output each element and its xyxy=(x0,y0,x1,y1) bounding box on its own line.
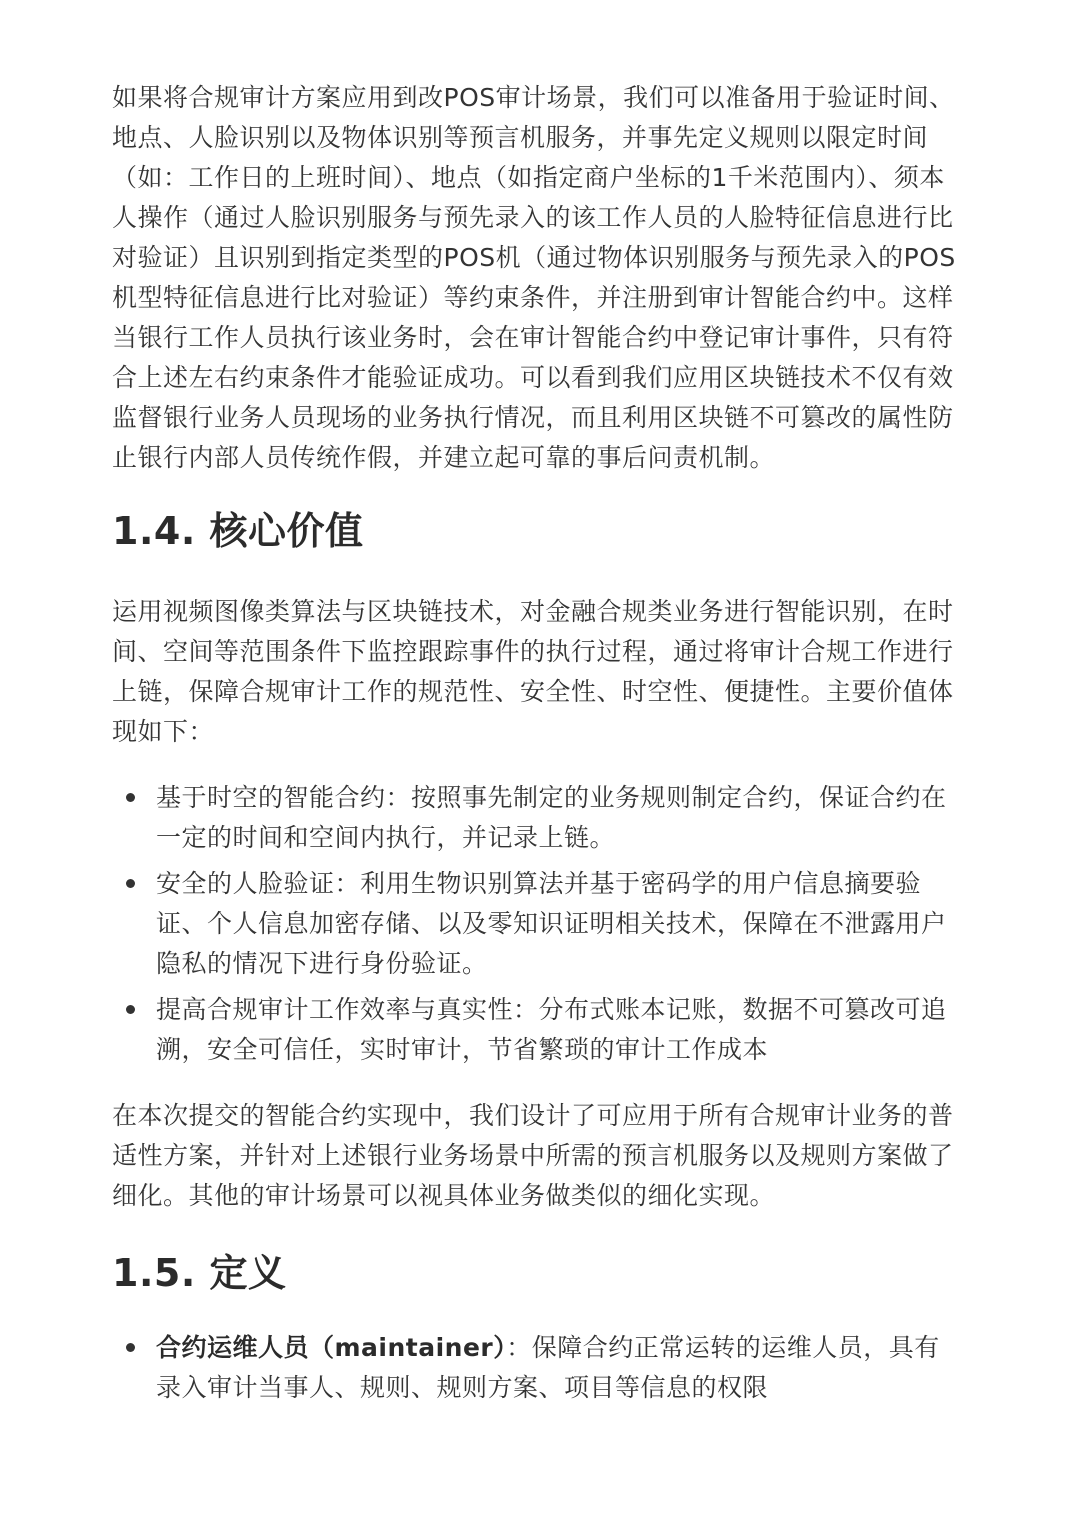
list-item xyxy=(112,778,962,858)
document-page xyxy=(112,78,962,1434)
paragraph-pos-audit-scenario: 如果将合规审计方案应用到改POS审计场景，我们可以准备用于验证时间、地点、人脸识别以及物体识别等预言机服务，并事先定义规则以限定时间（如：工作日的上班时间）、地点（如指定商户坐标的1千米范围内）、须本人操作（通过人脸识别服务与预先录入的该工作人员的人脸特征信息进行比对验证）且识别到指定类型的POS机（通过物体识别服务与预先录入的POS机型特征信息进行比对验证）等约束条件，并注册到审计智能合约中。这样当银行工作人员执行该业务时，会在审计智能合约中登记审计事件，只有符合上述左右约束条件才能验证成功。可以看到我们应用区块链技术不仅有效监督银行业务人员现场的业务执行情况，而且利用区块链不可篡改的属性防止银行内部人员传统作假，并建立起可靠的事后问责机制。 xyxy=(112,83,956,472)
list-item-text: 安全的人脸验证：利用生物识别算法并基于密码学的用户信息摘要验证、个人信息加密存储、以及零知识证明相关技术，保障在不泄露用户隐私的情况下进行身份验证。 xyxy=(156,869,947,978)
definitions-list xyxy=(112,1328,962,1408)
bullet-icon xyxy=(126,793,135,802)
list-item xyxy=(112,990,962,1070)
bullet-icon xyxy=(126,1005,135,1014)
section-heading-definitions: 1.5. 定义 xyxy=(112,1251,287,1295)
paragraph-implementation-note: 在本次提交的智能合约实现中，我们设计了可应用于所有合规审计业务的普适性方案，并针对上述银行业务场景中所需的预言机服务以及规则方案做了细化。其他的审计场景可以视具体业务做类似的细化实现。 xyxy=(112,1101,954,1210)
list-item-text: 提高合规审计工作效率与真实性：分布式账本记账，数据不可篡改可追溯，安全可信任，实时审计，节省繁琐的审计工作成本 xyxy=(156,995,947,1064)
list-item-text: 基于时空的智能合约：按照事先制定的业务规则制定合约，保证合约在一定的时间和空间内执行，并记录上链。 xyxy=(156,783,947,852)
bullet-icon xyxy=(126,879,135,888)
list-item xyxy=(112,864,962,984)
core-value-list xyxy=(112,778,962,1070)
definition-term: 合约运维人员（maintainer） xyxy=(156,1333,507,1362)
paragraph-core-value-intro: 运用视频图像类算法与区块链技术，对金融合规类业务进行智能识别，在时间、空间等范围条件下监控跟踪事件的执行过程，通过将审计合规工作进行上链，保障合规审计工作的规范性、安全性、时空性、便捷性。主要价值体现如下： xyxy=(112,597,954,746)
definition-description: ：保障合约正常运转的运维人员，具有录入审计当事人、规则、规则方案、项目等信息的权限 xyxy=(156,1333,940,1402)
definition-item xyxy=(112,1328,962,1408)
section-heading-core-value: 1.4. 核心价值 xyxy=(112,509,364,553)
bullet-icon xyxy=(126,1343,135,1352)
